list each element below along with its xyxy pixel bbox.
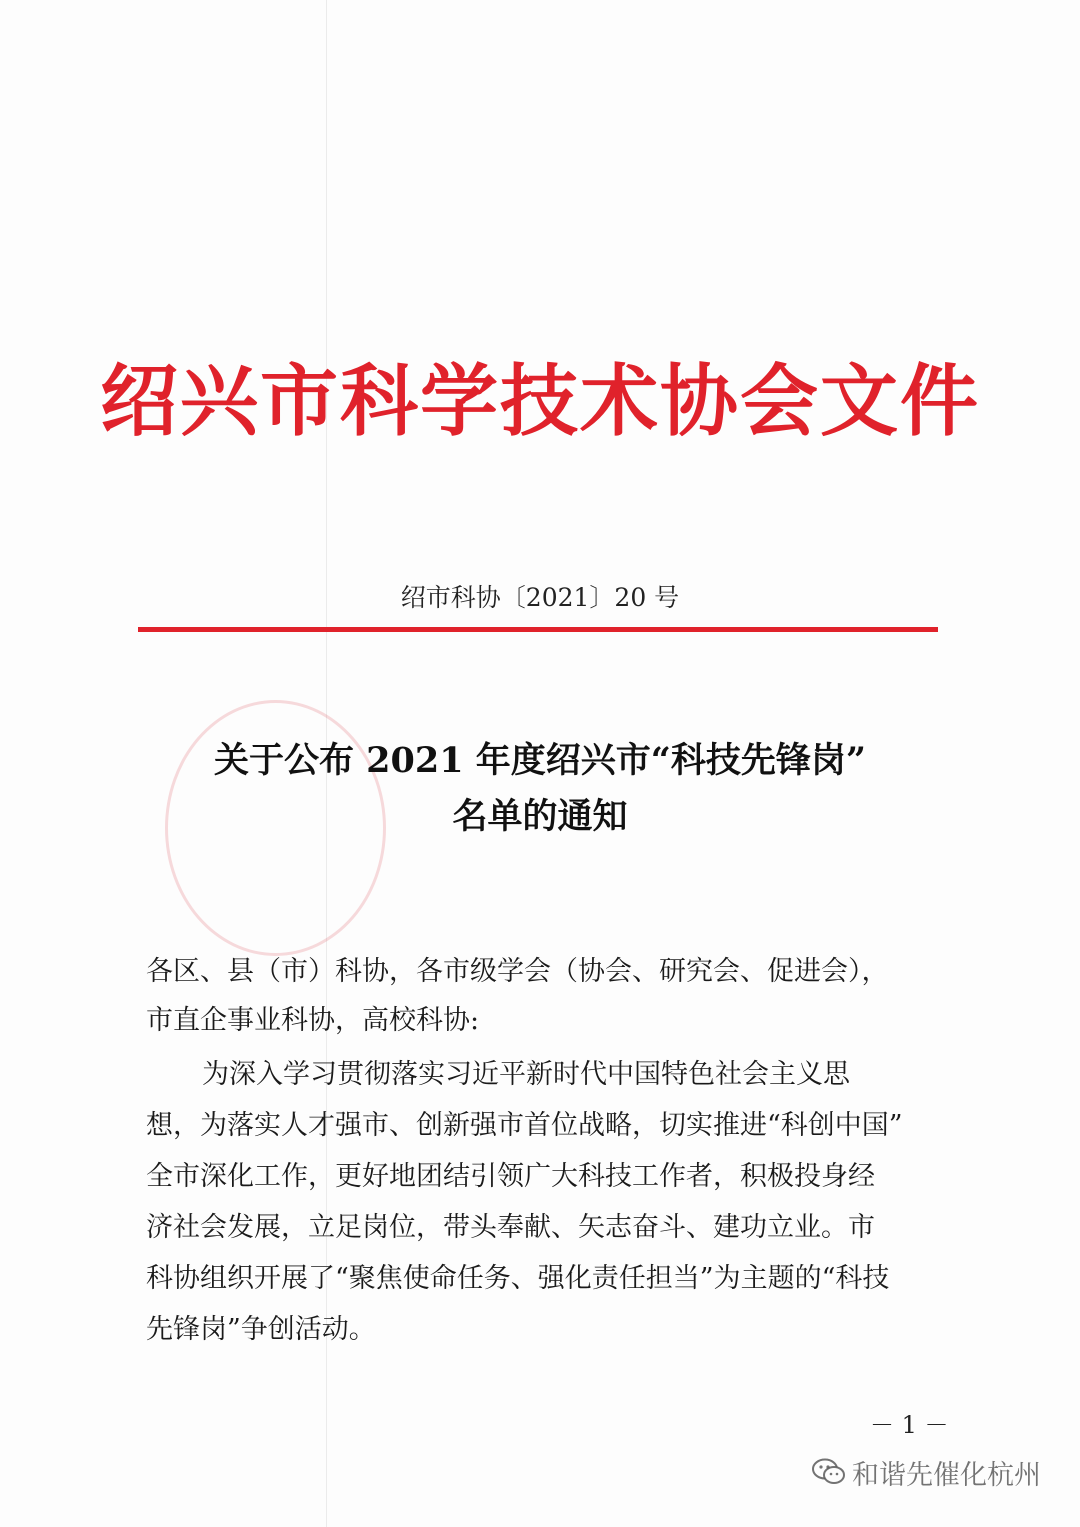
watermark-text: 和谐先催化杭州 [852, 1459, 1041, 1491]
notice-title [0, 733, 1080, 845]
body-line: 全市深化工作，更好地团结引领广大科技工作者，积极投身经 [146, 1161, 875, 1192]
wechat-icon [812, 1458, 846, 1486]
body-paragraph [146, 1049, 946, 1355]
salutation-line-2: 市直企事业科协，高校科协: [146, 1005, 480, 1036]
body-line: 想，为落实人才强市、创新强市首位战略，切实推进“科创中国” [146, 1110, 903, 1141]
red-separator-line [138, 627, 938, 632]
document-number: 绍市科协〔2021〕20 号 [400, 583, 680, 612]
body-line: 济社会发展，立足岗位，带头奉献、矢志奋斗、建功立业。市 [146, 1212, 875, 1243]
page-number: － 1 － [870, 1411, 949, 1439]
body-line: 先锋岗”争创活动。 [146, 1314, 376, 1345]
org-header-title: 绍兴市科学技术协会文件 [99, 357, 980, 447]
notice-title-line-2: 名单的通知 [452, 796, 628, 837]
body-line: 科协组织开展了“聚焦使命任务、强化责任担当”为主题的“科技 [146, 1263, 890, 1294]
salutation [146, 947, 946, 1045]
body-line: 为深入学习贯彻落实习近平新时代中国特色社会主义思 [202, 1059, 850, 1090]
notice-title-line-1: 关于公布 2021 年度绍兴市“科技先锋岗” [213, 740, 867, 781]
wechat-watermark [812, 1452, 1041, 1492]
salutation-line-1: 各区、县（市）科协，各市级学会（协会、研究会、促进会）， [146, 956, 889, 987]
